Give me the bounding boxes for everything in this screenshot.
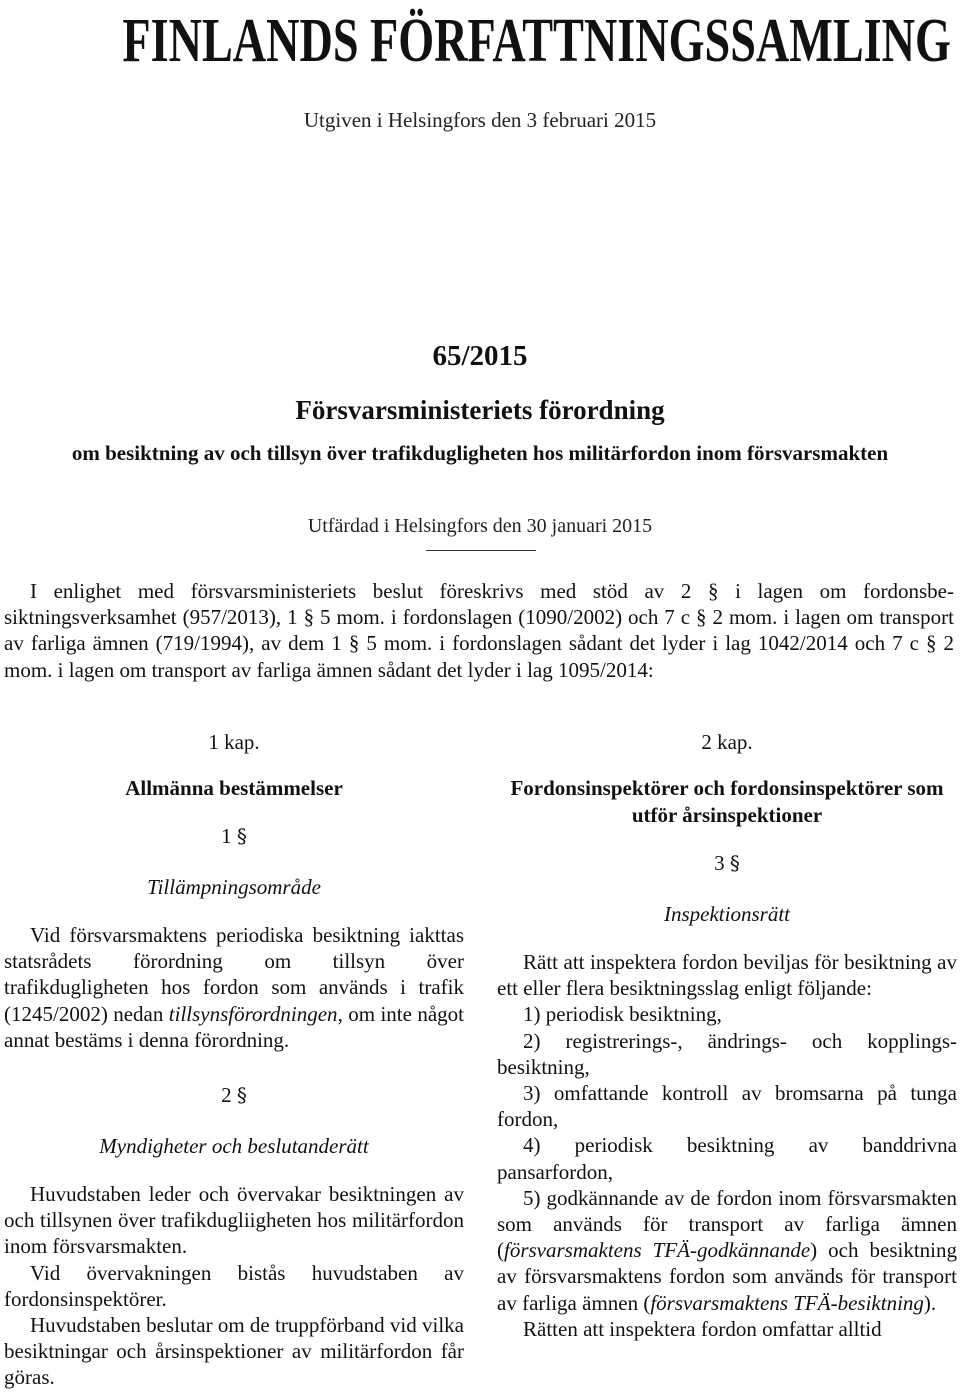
section-sign: § [236, 1083, 247, 1108]
item-5-term-2: försvarsmaktens TFÄ-besiktning [650, 1290, 924, 1315]
section-2-paragraph-3: Huvudstaben beslutar om de truppförband vid vilka besiktningar och årsinspektioner av militärfordon får göras. [4, 1313, 464, 1390]
item-5-term-1: försvarsmaktens TFÄ-godkännande [504, 1238, 811, 1263]
chapter-1-label: 1 kap. [208, 730, 260, 754]
publication-date: Utgiven i Helsingfors den 3 februari 2015 [303, 108, 657, 132]
section-3-last-line: Rätten att inspektera fordon omfattar alltid [523, 1316, 882, 1341]
issued-date: Utfärdad i Helsingfors den 30 januari 2015 [307, 515, 653, 537]
chapter-2-title: Fordonsinspektörer och fordonsinspektörer som utför årsinspektioner [510, 776, 944, 827]
section-1-text [4, 922, 464, 1053]
section-2-number: 2 [221, 1083, 232, 1108]
section-sign: § [236, 824, 247, 848]
chapter-2-label: 2 kap. [701, 730, 753, 754]
section-sign: § [729, 851, 740, 875]
section-2-title: Myndigheter och beslutanderätt [99, 1134, 369, 1159]
section-2-heading [4, 1083, 464, 1110]
section-3-intro: Rätt att inspektera fordon beviljas för besiktning av ett eller flera besiktningsslag enligt följande: [497, 950, 957, 1001]
statute-subject: om besiktning av och tillsyn över trafikdugligheten hos militärfordon inom försvarsmakten [71, 441, 889, 465]
section-3-title: Inspektionsrätt [664, 902, 790, 926]
list-item: 2) registrerings-, ändrings- och kopplingsbesiktning, [497, 1028, 957, 1079]
statute-issuer: Försvarsministeriets förordning [295, 395, 665, 425]
statute-number: 65/2015 [432, 340, 528, 372]
section-2-paragraph-1: Huvudstaben leder och övervakar besiktningen av och tillsynen över trafikdugliigheten hos militärfordon inom försvarsmakten. [4, 1182, 464, 1259]
left-column [4, 730, 464, 1391]
section-1-text-a: Vid försvarsmaktens periodiska besiktning iakttas statsrådets förordning om tillsyn över trafikdugligheten hos fordon som används i trafik (1245/2002) nedan [4, 923, 464, 1026]
list-item: 4) periodisk besiktning av banddrivna pansarfordon, [497, 1133, 957, 1184]
section-1-heading [4, 824, 464, 851]
section-2-paragraph-2: Vid övervakningen bistås huvudstaben av fordonsinspektörer. [4, 1260, 464, 1311]
section-1-text-term: tillsynsförordningen [168, 1001, 338, 1026]
masthead-title: FINLANDS FÖRFATTNINGSSAMLING [122, 7, 951, 75]
chapter-1-title: Allmänna bestämmelser [125, 776, 343, 800]
preamble-text: I enlighet med försvarsministeriets beslut föreskrivs med stöd av 2 § i lagen om fordonsbesiktningsverksamhet (957/2013), 1 § 5 mom. i fordonslagen (1090/2002) och 7 c § 2 mom. i lagen om transport av farliga ämnen (719/1994), av dem 1 § 5 mom. i fordonslagen sådant det lyder i lag 1042/2014 och 7 c § 2 mom. i lagen om transport av farliga ämnen sådant det lyder i lag 1095/2014: [4, 579, 954, 682]
section-1-text-b: , om inte något annat bestäms i denna förordning. [4, 1001, 465, 1052]
section-1-title: Tillämpningsområde [147, 875, 321, 899]
divider-rule [426, 550, 536, 551]
section-3-heading [497, 851, 957, 878]
list-item: 3) omfattande kontroll av bromsarna på tunga fordon, [497, 1081, 957, 1132]
section-3-number: 3 [714, 851, 725, 875]
item-5-text-a: 5) godkännande av de fordon inom försvarsmakten som används för transport av farliga ämnen ( [497, 1185, 957, 1263]
item-5-text-b: ) och besiktning av försvarsmaktens fordon som används för transport av farliga ämnen ( [497, 1238, 957, 1315]
right-column [497, 730, 957, 1342]
list-item [497, 1185, 957, 1316]
item-5-text-c: ). [923, 1290, 937, 1315]
list-item: 1) periodisk besiktning, [523, 1002, 722, 1027]
section-1-number: 1 [221, 824, 232, 848]
